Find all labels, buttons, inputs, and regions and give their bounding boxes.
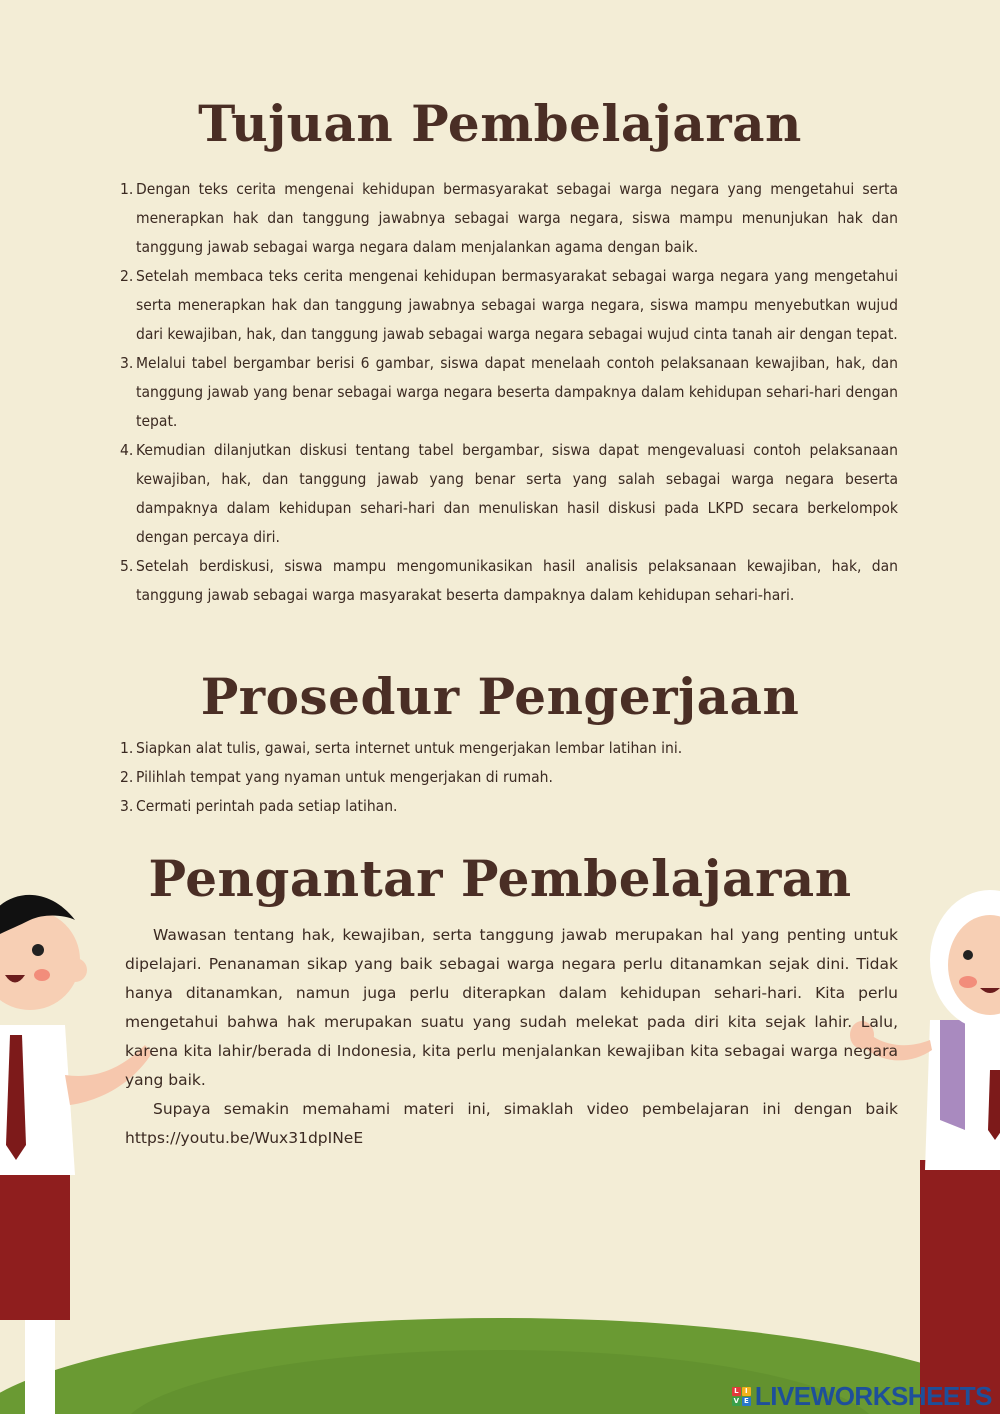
list-item-text: Kemudian dilanjutkan diskusi tentang tabel bergambar, siswa dapat mengevaluasi contoh pelaksanaan kewajiban, hak, dan tanggung jawab yang benar serta yang salah sebagai warga negara beserta dampaknya dalam kehidupan sehari-hari dan menuliskan hasil diskusi pada LKPD secara berkelompok dengan percaya diri. (136, 441, 898, 546)
list-item-text: Cermati perintah pada setiap latihan. (136, 797, 398, 815)
list-item (120, 734, 898, 763)
list-item-text: Setelah berdiskusi, siswa mampu mengomunikasikan hasil analisis pelaksanaan kewajiban, hak, dan tanggung jawab sebagai warga masyarakat beserta dampaknya dalam kehidupan sehari-hari. (136, 557, 898, 604)
pengantar-body (125, 921, 898, 1153)
list-item (120, 436, 898, 552)
list-number: 1. (120, 739, 134, 757)
logo-letter: V (733, 1396, 740, 1405)
list-number: 4. (120, 441, 134, 459)
list-item-text: Siapkan alat tulis, gawai, serta internet untuk mengerjakan lembar latihan ini. (136, 739, 683, 757)
logo-letter: I (742, 1387, 751, 1396)
list-number: 5. (120, 557, 134, 575)
list-item (120, 763, 898, 792)
logo-letter: E (742, 1397, 751, 1406)
tujuan-list (120, 175, 898, 610)
list-item-text: Setelah membaca teks cerita mengenai kehidupan bermasyarakat sebagai warga negara yang mengetahui serta menerapkan hak dan tanggung jawabnya sebagai warga negara, siswa mampu menyebutkan wujud dari kewajiban, hak, dan tanggung jawab sebagai warga negara sebagai wujud cinta tanah air dengan tepat. (136, 267, 898, 343)
tujuan-heading: Tujuan Pembelajaran (198, 94, 802, 153)
list-item-text: Melalui tabel bergambar berisi 6 gambar, siswa dapat menelaah contoh pelaksanaan kewajiban, hak, dan tanggung jawab yang benar sebagai warga negara beserta dampaknya dalam kehidupan sehari-hari dengan tepat. (136, 354, 898, 430)
prosedur-list (120, 734, 898, 821)
list-number: 3. (120, 797, 134, 815)
list-item (120, 349, 898, 436)
pengantar-paragraph-video: Supaya semakin memahami materi ini, simaklah video pembelajaran ini dengan baik https://youtu.be/Wux31dpINeE (125, 1100, 898, 1147)
liveworksheets-logo-icon (732, 1387, 751, 1406)
liveworksheets-logo (732, 1381, 992, 1411)
prosedur-heading: Prosedur Pengerjaan (200, 667, 800, 726)
list-number: 2. (120, 267, 134, 285)
list-number: 2. (120, 768, 134, 786)
list-number: 1. (120, 180, 134, 198)
liveworksheets-brand: LIVEWORKSHEETS (754, 1380, 992, 1411)
pengantar-heading: Pengantar Pembelajaran (148, 849, 852, 908)
list-item-text: Pilihlah tempat yang nyaman untuk mengerjakan di rumah. (136, 768, 553, 786)
list-item-text: Dengan teks cerita mengenai kehidupan bermasyarakat sebagai warga negara yang mengetahui serta menerapkan hak dan tanggung jawabnya sebagai warga negara, siswa mampu menunjukan hak dan tanggung jawab sebagai warga negara dalam menjalankan agama dengan baik. (136, 180, 898, 256)
list-number: 3. (120, 354, 134, 372)
logo-letter: L (732, 1387, 741, 1396)
list-item (120, 552, 898, 610)
list-item (120, 792, 898, 821)
pengantar-paragraph: Wawasan tentang hak, kewajiban, serta tanggung jawab merupakan hal yang penting untuk dipelajari. Penanaman sikap yang baik sebagai warga negara perlu ditanamkan sejak dini. Tidak hanya ditanamkan, namun juga perlu diterapkan dalam kehidupan sehari-hari. Kita perlu mengetahui bahwa hak merupakan suatu yang sudah melekat pada diri kita sejak lahir. Lalu, karena kita lahir/berada di Indonesia, kita perlu menjalankan kewajiban kita sebagai warga negara yang baik. (125, 926, 898, 1089)
list-item (120, 262, 898, 349)
list-item (120, 175, 898, 262)
